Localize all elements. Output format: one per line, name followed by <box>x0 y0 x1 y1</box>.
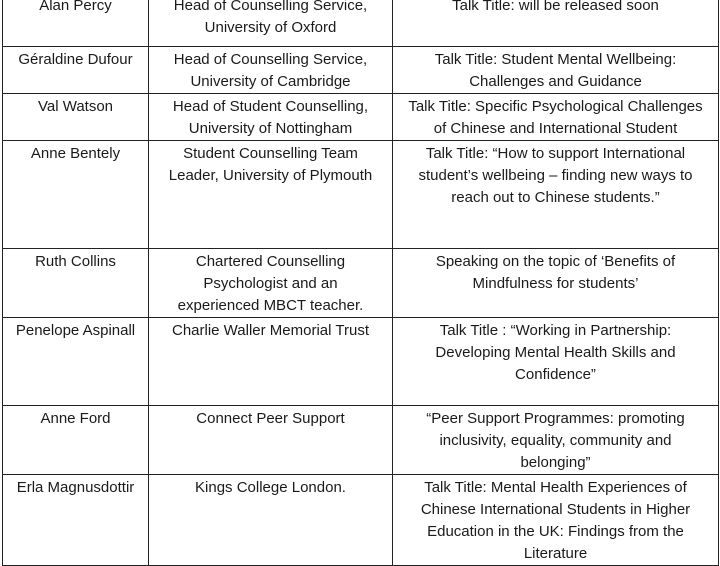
talk-title-cell <box>393 406 719 475</box>
speaker-name-cell <box>3 475 149 566</box>
speaker-role: Connect Peer Support <box>196 410 345 427</box>
speaker-name-cell <box>3 249 149 318</box>
table-row <box>3 47 719 94</box>
talk-title-cell <box>393 141 719 249</box>
speaker-name: Val Watson <box>37 98 114 115</box>
speaker-name-cell <box>3 318 149 406</box>
speaker-name-cell <box>3 141 149 249</box>
speaker-role-cell <box>149 47 393 94</box>
speaker-role: Head of Counselling Service, University of Oxford <box>173 0 368 36</box>
speaker-name: Penelope Aspinall <box>15 322 136 339</box>
speaker-name: Ruth Collins <box>35 253 116 270</box>
talk-title-cell <box>393 249 719 318</box>
talk-title-cell <box>393 0 719 47</box>
talk-title: Talk Title: “How to support International student’s wellbeing – finding new ways to reach out to Chinese students.” <box>418 145 693 206</box>
speaker-role-cell <box>149 249 393 318</box>
table-row <box>3 141 719 249</box>
table-row <box>3 406 719 475</box>
speaker-name-cell <box>3 47 149 94</box>
table-row <box>3 249 719 318</box>
speaker-role: Charlie Waller Memorial Trust <box>172 322 369 339</box>
talk-title-cell <box>393 475 719 566</box>
speaker-role-cell <box>149 475 393 566</box>
speaker-role-cell <box>149 406 393 475</box>
talk-title: Talk Title: Mental Health Experiences of Chinese International Students in Higher Education in the UK: Findings from the Literature <box>420 479 691 562</box>
speaker-role: Head of Counselling Service, University of Cambridge <box>173 51 368 90</box>
table-row <box>3 475 719 566</box>
talk-title-cell <box>393 318 719 406</box>
speaker-role-cell <box>149 318 393 406</box>
speaker-role-cell <box>149 94 393 141</box>
speaker-role: Chartered Counselling Psychologist and an experienced MBCT teacher. <box>177 253 364 314</box>
talk-title: Speaking on the topic of ‘Benefits of Mindfulness for students’ <box>435 253 676 292</box>
speaker-role-cell <box>149 0 393 47</box>
speaker-name-cell <box>3 406 149 475</box>
talk-title-cell <box>393 94 719 141</box>
talk-title: Talk Title: will be released soon <box>452 0 659 14</box>
speaker-name: Anne Bentely <box>30 145 121 162</box>
speaker-role: Head of Student Counselling, University of Nottingham <box>172 98 369 137</box>
speaker-name: Alan Percy <box>39 0 112 14</box>
talk-title: “Peer Support Programmes: promoting inclusivity, equality, community and belonging” <box>426 410 685 471</box>
table-row <box>3 94 719 141</box>
speaker-name-cell <box>3 0 149 47</box>
speaker-table <box>2 0 719 566</box>
speaker-role: Student Counselling Team Leader, University of Plymouth <box>168 145 373 184</box>
talk-title: Talk Title : “Working in Partnership: Developing Mental Health Skills and Confidence” <box>435 322 676 383</box>
table-row <box>3 0 719 47</box>
talk-title-cell <box>393 47 719 94</box>
speaker-name: Erla Magnusdottir <box>16 479 135 496</box>
talk-title: Talk Title: Student Mental Wellbeing: Challenges and Guidance <box>434 51 677 90</box>
table-row <box>3 318 719 406</box>
speaker-role-cell <box>149 141 393 249</box>
speaker-role: Kings College London. <box>195 479 346 496</box>
speaker-name-cell <box>3 94 149 141</box>
speaker-name: Géraldine Dufour <box>18 51 133 68</box>
speaker-name: Anne Ford <box>40 410 111 427</box>
talk-title: Talk Title: Specific Psychological Challenges of Chinese and International Student <box>408 98 703 137</box>
